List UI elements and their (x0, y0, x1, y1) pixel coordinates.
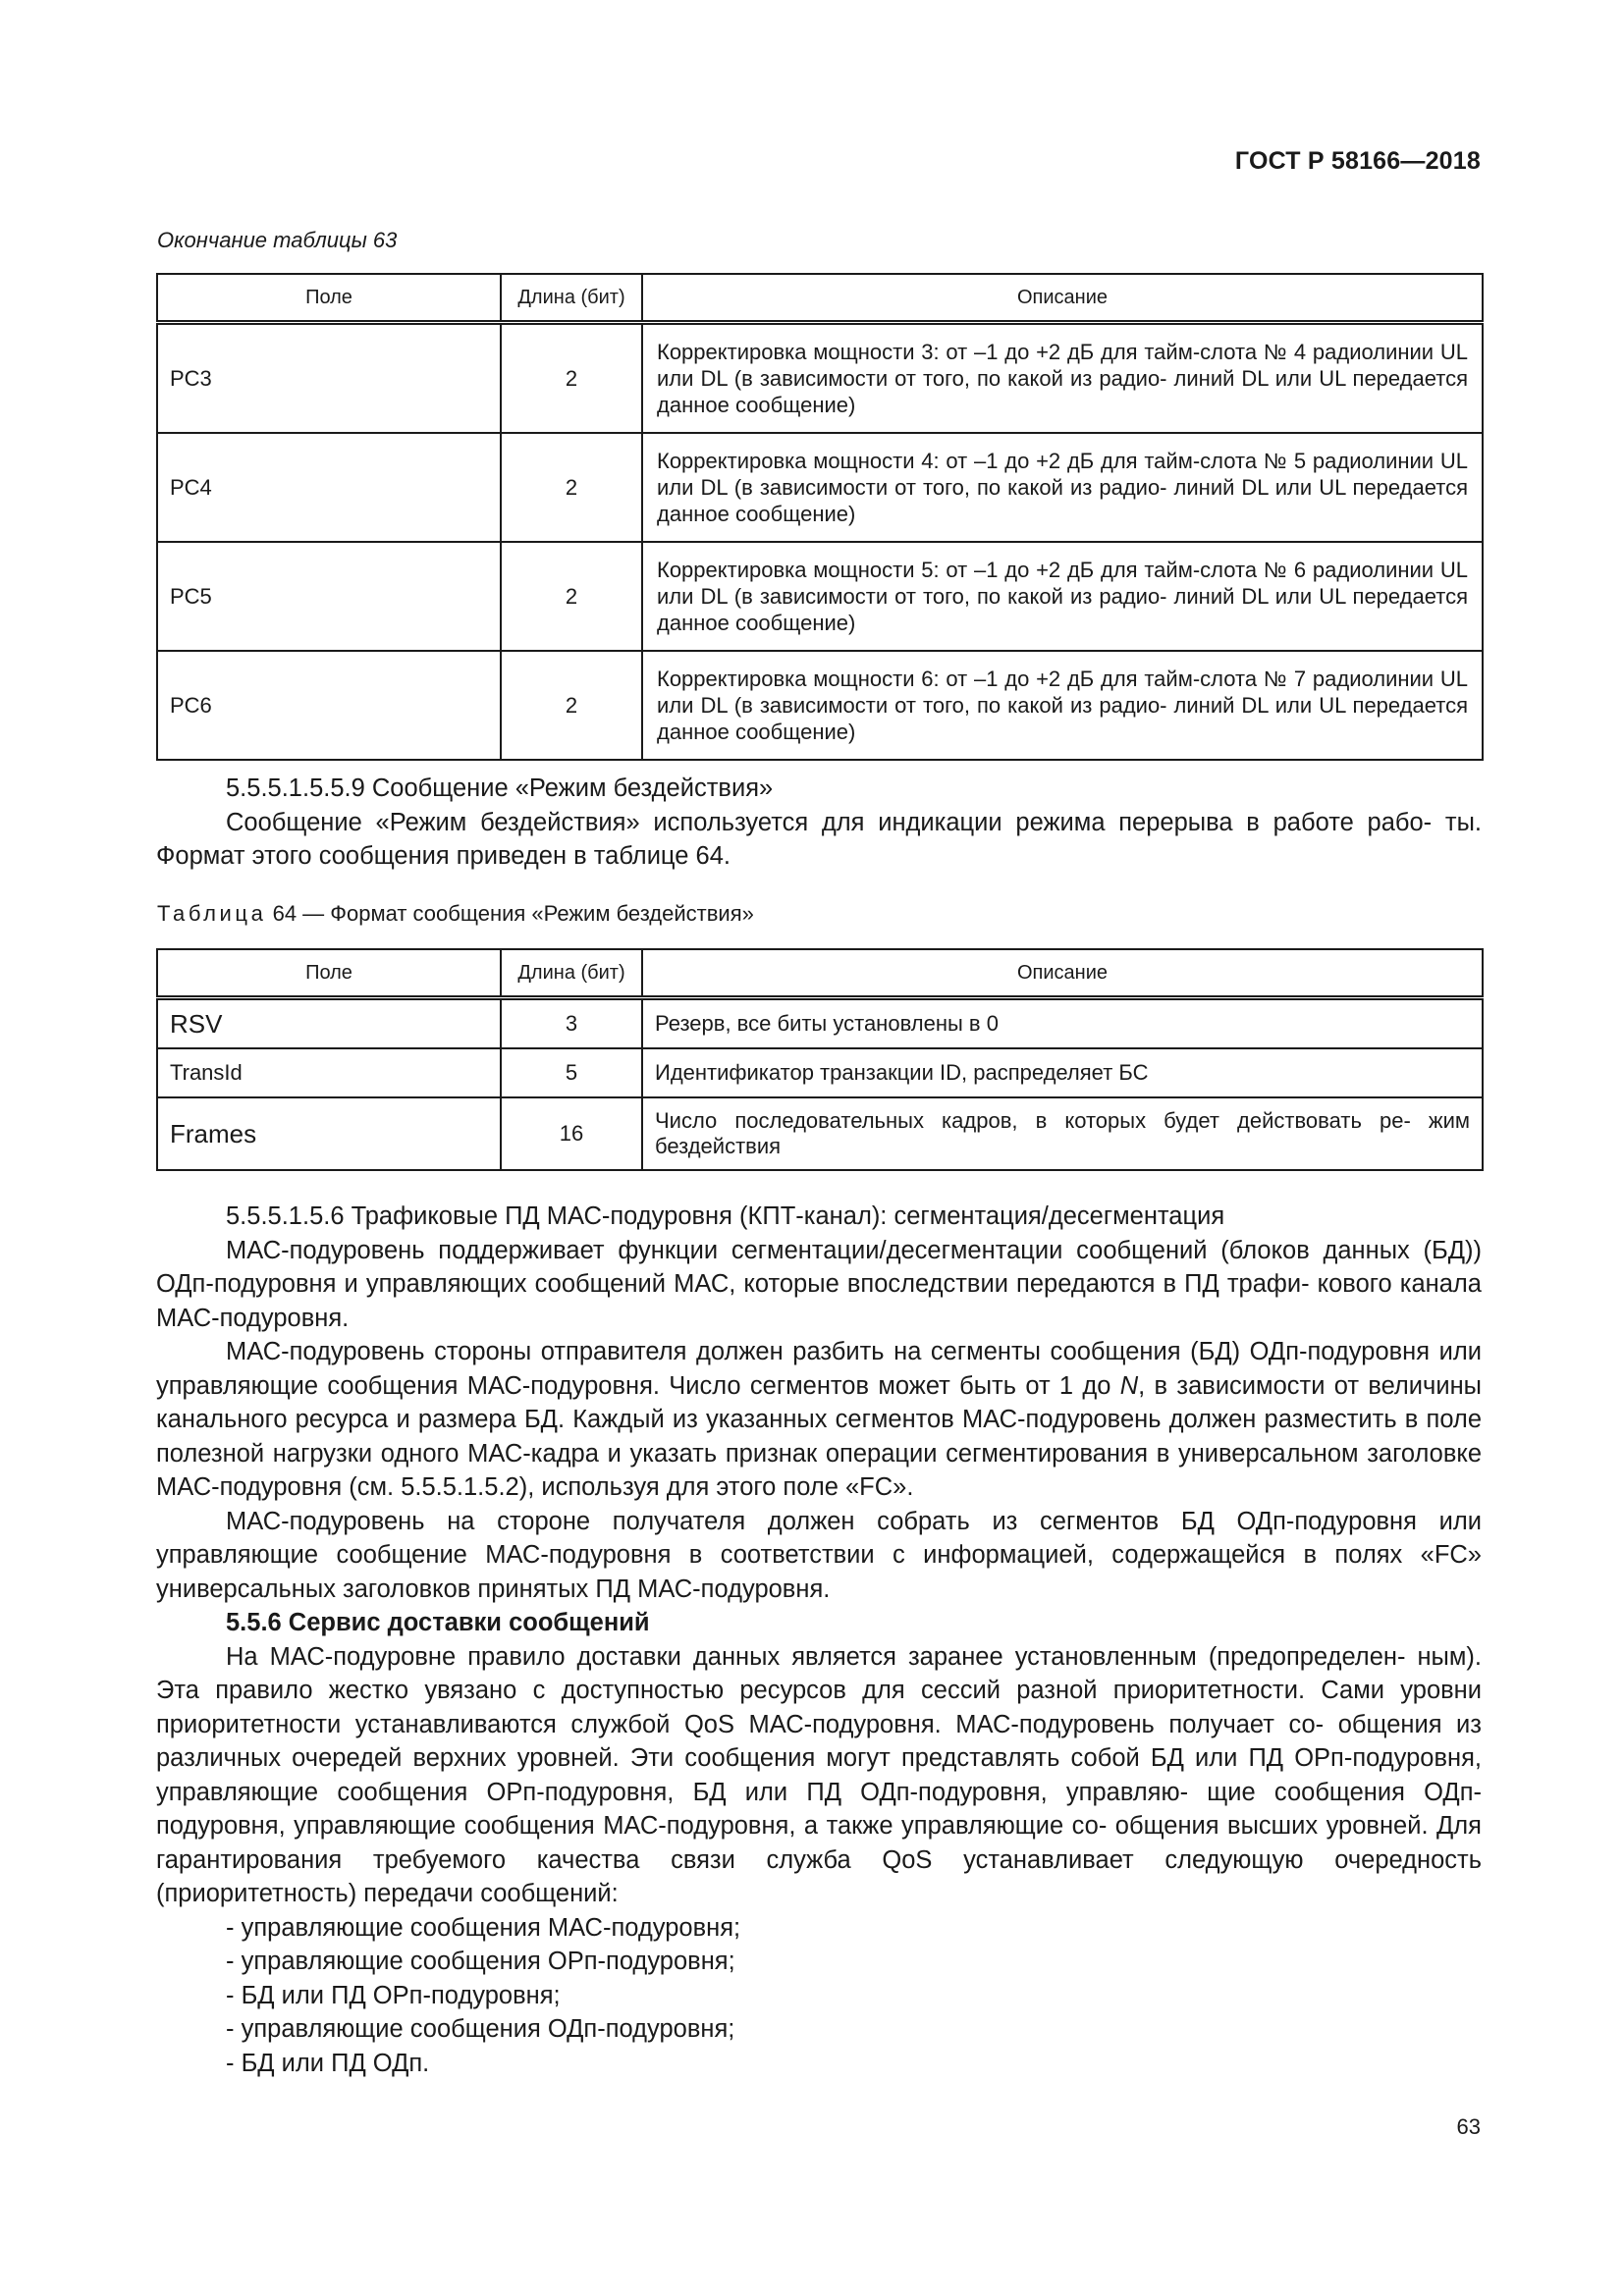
table-row (157, 651, 1483, 760)
cell-length: 16 (501, 1097, 642, 1170)
page-number: 63 (1456, 2114, 1481, 2139)
table-row (157, 323, 1483, 434)
table-64 (156, 948, 1484, 1171)
cell-length: 2 (501, 433, 642, 542)
cell-description: Корректировка мощности 3: от –1 до +2 дБ для тайм-слота № 4 радиолинии UL или DL (в зависимости от того, по какой из радио- линий DL или UL передается данное сообщение) (642, 323, 1483, 434)
cell-field: PC3 (157, 323, 501, 434)
cell-description: Идентификатор транзакции ID, распределяет БС (642, 1048, 1483, 1097)
paragraph-part: МАС-подуровень стороны отправителя должен разбить на сегменты сообщения (БД) ОДп-подуровня или управляющие сообщения МАС-подуровня. Число сегментов может быть от 1 до (156, 1338, 1482, 1400)
cell-field: RSV (157, 998, 501, 1049)
document-id-header: ГОСТ Р 58166—2018 (1234, 147, 1481, 175)
section-idle-mode (156, 772, 1482, 874)
cell-length: 3 (501, 998, 642, 1049)
section-title: 5.5.5.1.5.5.9 Сообщение «Режим бездействия» (226, 774, 774, 802)
table-row (157, 1097, 1483, 1170)
column-header-length: Длина (бит) (501, 274, 642, 323)
table-header-row (157, 949, 1483, 998)
cell-description: Резерв, все биты установлены в 0 (642, 998, 1483, 1049)
cell-field: Frames (157, 1097, 501, 1170)
table-row (157, 998, 1483, 1049)
cell-description: Корректировка мощности 5: от –1 до +2 дБ для тайм-слота № 6 радиолинии UL или DL (в зависимости от того, по какой из радио- линий DL или UL передается данное сообщение) (642, 542, 1483, 651)
cell-length: 2 (501, 542, 642, 651)
table-row (157, 1048, 1483, 1097)
list-item: - управляющие сообщения МАС-подуровня; (226, 1913, 741, 1942)
cell-field: TransId (157, 1048, 501, 1097)
priority-list (156, 1911, 1482, 2081)
paragraph-part: , в зависимости от величины канального ресурса и размера БД. Каждый из указанных сегментов МАС-подуровень должен разместить в поле полезной нагрузки одного МАС-кадра и указать признак операции сегментирования в универсальном заголовке МАС-подуровня (см. 5.5.5.1.5.2), используя для этого поле «FC». (156, 1371, 1482, 1501)
paragraph: На МАС-подуровне правило доставки данных является заранее установленным (предопределен- ным). Эта правило жестко увязано с доступностью ресурсов для сессий разной приоритетности. Сами уровни приоритетности устанавливаются службой QoS МАС-подуровня. МАС-подуровень получает со- общения из различных очередей верхних уровней. Эти сообщения могут представлять собой БД или ПД ОРп-подуровня, управляющие сообщения ОРп-подуровня, БД или ПД ОДп-подуровня, управляю- щие сообщения ОДп-подуровня, управляющие сообщения МАС-подуровня, а также управляющие со- общения высших уровней. Для гарантирования требуемого качества связи служба QoS устанавливает следующую очередность (приоритетность) передачи сообщений: (156, 1642, 1482, 1907)
cell-length: 2 (501, 323, 642, 434)
cell-description: Число последовательных кадров, в которых будет действовать ре- жим бездействия (642, 1097, 1483, 1170)
caption-label: Таблица (157, 901, 267, 926)
section-title: 5.5.5.1.5.6 Трафиковые ПД МАС-подуровня (КПТ-канал): сегментация/десегментация (226, 1202, 1225, 1230)
cell-field: PC6 (157, 651, 501, 760)
table-row (157, 542, 1483, 651)
table-63 (156, 273, 1484, 761)
list-item: - БД или ПД ОДп. (226, 2049, 430, 2077)
cell-description: Корректировка мощности 4: от –1 до +2 дБ для тайм-слота № 5 радиолинии UL или DL (в зависимости от того, по какой из радио- линий DL или UL передается данное сообщение) (642, 433, 1483, 542)
column-header-field: Поле (157, 949, 501, 998)
table-header-row (157, 274, 1483, 323)
list-item: - управляющие сообщения ОРп-подуровня; (226, 1948, 735, 1975)
paragraph: МАС-подуровень поддерживает функции сегментации/десегментации сообщений (блоков данных (БД)) ОДп-подуровня и управляющих сообщений МАС, которые впоследствии передаются в ПД трафи- кового канала МАС-подуровня. (156, 1236, 1482, 1332)
cell-field: PC4 (157, 433, 501, 542)
column-header-field: Поле (157, 274, 501, 323)
list-item: - БД или ПД ОРп-подуровня; (226, 1981, 561, 2009)
caption-text: 64 — Формат сообщения «Режим бездействия» (266, 901, 754, 926)
variable-n: N (1119, 1371, 1139, 1400)
table-64-caption (157, 901, 754, 927)
cell-field: PC5 (157, 542, 501, 651)
cell-description: Корректировка мощности 6: от –1 до +2 дБ для тайм-слота № 7 радиолинии UL или DL (в зависимости от того, по какой из радио- линий DL или UL передается данное сообщение) (642, 651, 1483, 760)
main-text-block (156, 1200, 1482, 2080)
section-heading: 5.5.6 Сервис доставки сообщений (226, 1609, 650, 1636)
column-header-description: Описание (642, 949, 1483, 998)
paragraph (156, 1335, 1482, 1505)
cell-length: 5 (501, 1048, 642, 1097)
list-item: - управляющие сообщения ОДп-подуровня; (226, 2015, 735, 2043)
table-63-continuation-caption: Окончание таблицы 63 (157, 228, 398, 252)
column-header-description: Описание (642, 274, 1483, 323)
table-row (157, 433, 1483, 542)
paragraph: МАС-подуровень на стороне получателя должен собрать из сегментов БД ОДп-подуровня или управляющие сообщение МАС-подуровня в соответствии с информацией, содержащейся в полях «FC» универсальных заголовков принятых ПД МАС-подуровня. (156, 1507, 1482, 1603)
column-header-length: Длина (бит) (501, 949, 642, 998)
paragraph: Сообщение «Режим бездействия» используется для индикации режима перерыва в работе рабо- ты. Формат этого сообщения приведен в таблице 64. (156, 808, 1482, 870)
cell-length: 2 (501, 651, 642, 760)
